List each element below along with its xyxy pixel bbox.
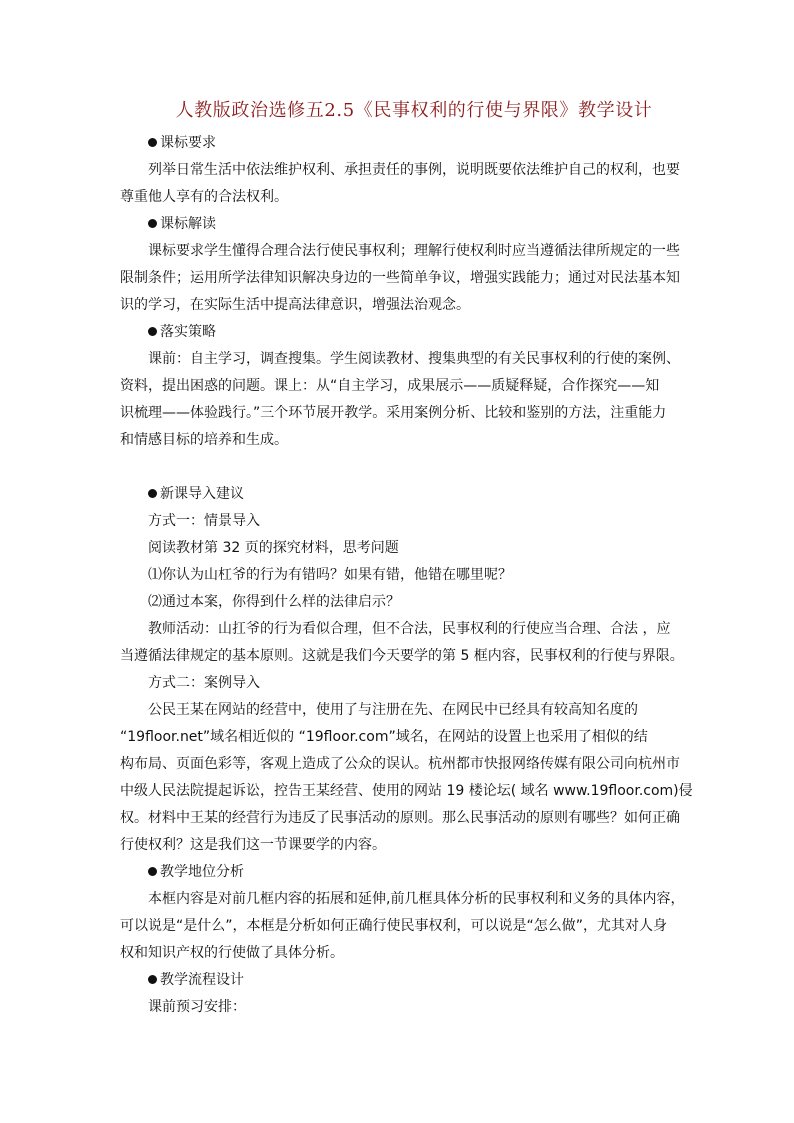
- paragraph-line: 识的学习，在实际生活中提高法律意识，增强法治观念。: [120, 297, 470, 313]
- bullet-icon: [148, 867, 157, 876]
- document-body: [120, 130, 693, 1021]
- paragraph-line: 公民王某在网站的经营中，使用了与注册在先、在网民中已经具有较高知名度的: [148, 702, 638, 718]
- paragraph-line: 识梳理——体验践行。”三个环节展开教学。采用案例分析、比较和鉴别的方法，注重能力: [120, 405, 667, 421]
- paragraph-line: 限制条件；运用所学法律知识解决身边的一些简单争议，增强实践能力；通过对民法基本知: [120, 270, 680, 286]
- paragraph-line: “19floor.net”域名相近似的 “19floor.com”域名，在网站的设置上也采用了相似的结: [120, 729, 648, 745]
- paragraph-line: 列举日常生活中依法维护权利、承担责任的事例，说明既要依法维护自己的权利，也要: [148, 162, 680, 178]
- paragraph-line: ⑴你认为山杠爷的行为有错吗？如果有错，他错在哪里呢？: [148, 567, 512, 583]
- section-heading: 课标解读: [120, 211, 690, 238]
- section-heading: 教学地位分析: [120, 859, 690, 886]
- paragraph-line: ⑵通过本案，你得到什么样的法律启示？: [148, 594, 400, 610]
- paragraph-line: 中级人民法院提起诉讼，控告王某经营、使用的网站 19 楼论坛( 域名 www.19floor.com)侵: [120, 783, 693, 799]
- bullet-icon: [148, 489, 157, 498]
- section-heading: 教学流程设计: [120, 967, 690, 994]
- paragraph-line: 方式一：情景导入: [148, 513, 260, 529]
- paragraph-line: 和情感目标的培养和生成。: [120, 432, 288, 448]
- paragraph-line: 可以说是“是什么”，本框是分析如何正确行使民事权利，可以说是“怎么做”，尤其对人身: [120, 918, 668, 934]
- bullet-icon: [148, 975, 157, 984]
- document-title: 人教版政治选修五2.5《民事权利的行使与界限》教学设计: [175, 100, 653, 121]
- paragraph-line: 教师活动：山扛爷的行为看似合理，但不合法，民事权利的行使应当合理、合法 ，应: [148, 621, 671, 637]
- paragraph-line: 课标要求学生懂得合理合法行使民事权利；理解行使权利时应当遵循法律所规定的一些: [148, 243, 680, 259]
- paragraph-line: 资料，提出困惑的问题。课上：从“自主学习，成果展示——质疑释疑，合作探究——知: [120, 378, 660, 394]
- paragraph-line: 尊重他人享有的合法权利。: [120, 189, 288, 205]
- bullet-icon: [148, 219, 157, 228]
- paragraph-line: 权和知识产权的行使做了具体分析。: [120, 945, 344, 961]
- section-heading: 落实策略: [120, 319, 690, 346]
- paragraph-line: 权。材料中王某的经营行为违反了民事活动的原则。那么民事活动的原则有哪些？如何正确: [120, 810, 680, 826]
- bullet-icon: [148, 138, 157, 147]
- bullet-icon: [148, 327, 157, 336]
- paragraph-line: 阅读教材第 32 页的探究材料，思考问题: [148, 540, 399, 556]
- paragraph-line: 构布局、页面色彩等，客观上造成了公众的误认。杭州都市快报网络传媒有限公司向杭州市: [120, 756, 680, 772]
- blank-line: [120, 454, 690, 481]
- paragraph-line: 方式二：案例导入: [148, 675, 260, 691]
- paragraph-line: 本框内容是对前几框内容的拓展和延伸,前几框具体分析的民事权利和义务的具体内容，: [148, 891, 685, 907]
- paragraph-line: 行使权利？这是我们这一节课要学的内容。: [120, 837, 386, 853]
- section-heading: 课标要求: [120, 130, 690, 157]
- paragraph-line: 当遵循法律规定的基本原则。这就是我们今天要学的第 5 框内容，民事权利的行使与界限。: [120, 648, 684, 664]
- paragraph-line: 课前预习安排：: [148, 999, 246, 1015]
- section-heading: 新课导入建议: [120, 481, 690, 508]
- paragraph-line: 课前：自主学习，调查搜集。学生阅读教材、搜集典型的有关民事权利的行使的案例、: [148, 351, 680, 367]
